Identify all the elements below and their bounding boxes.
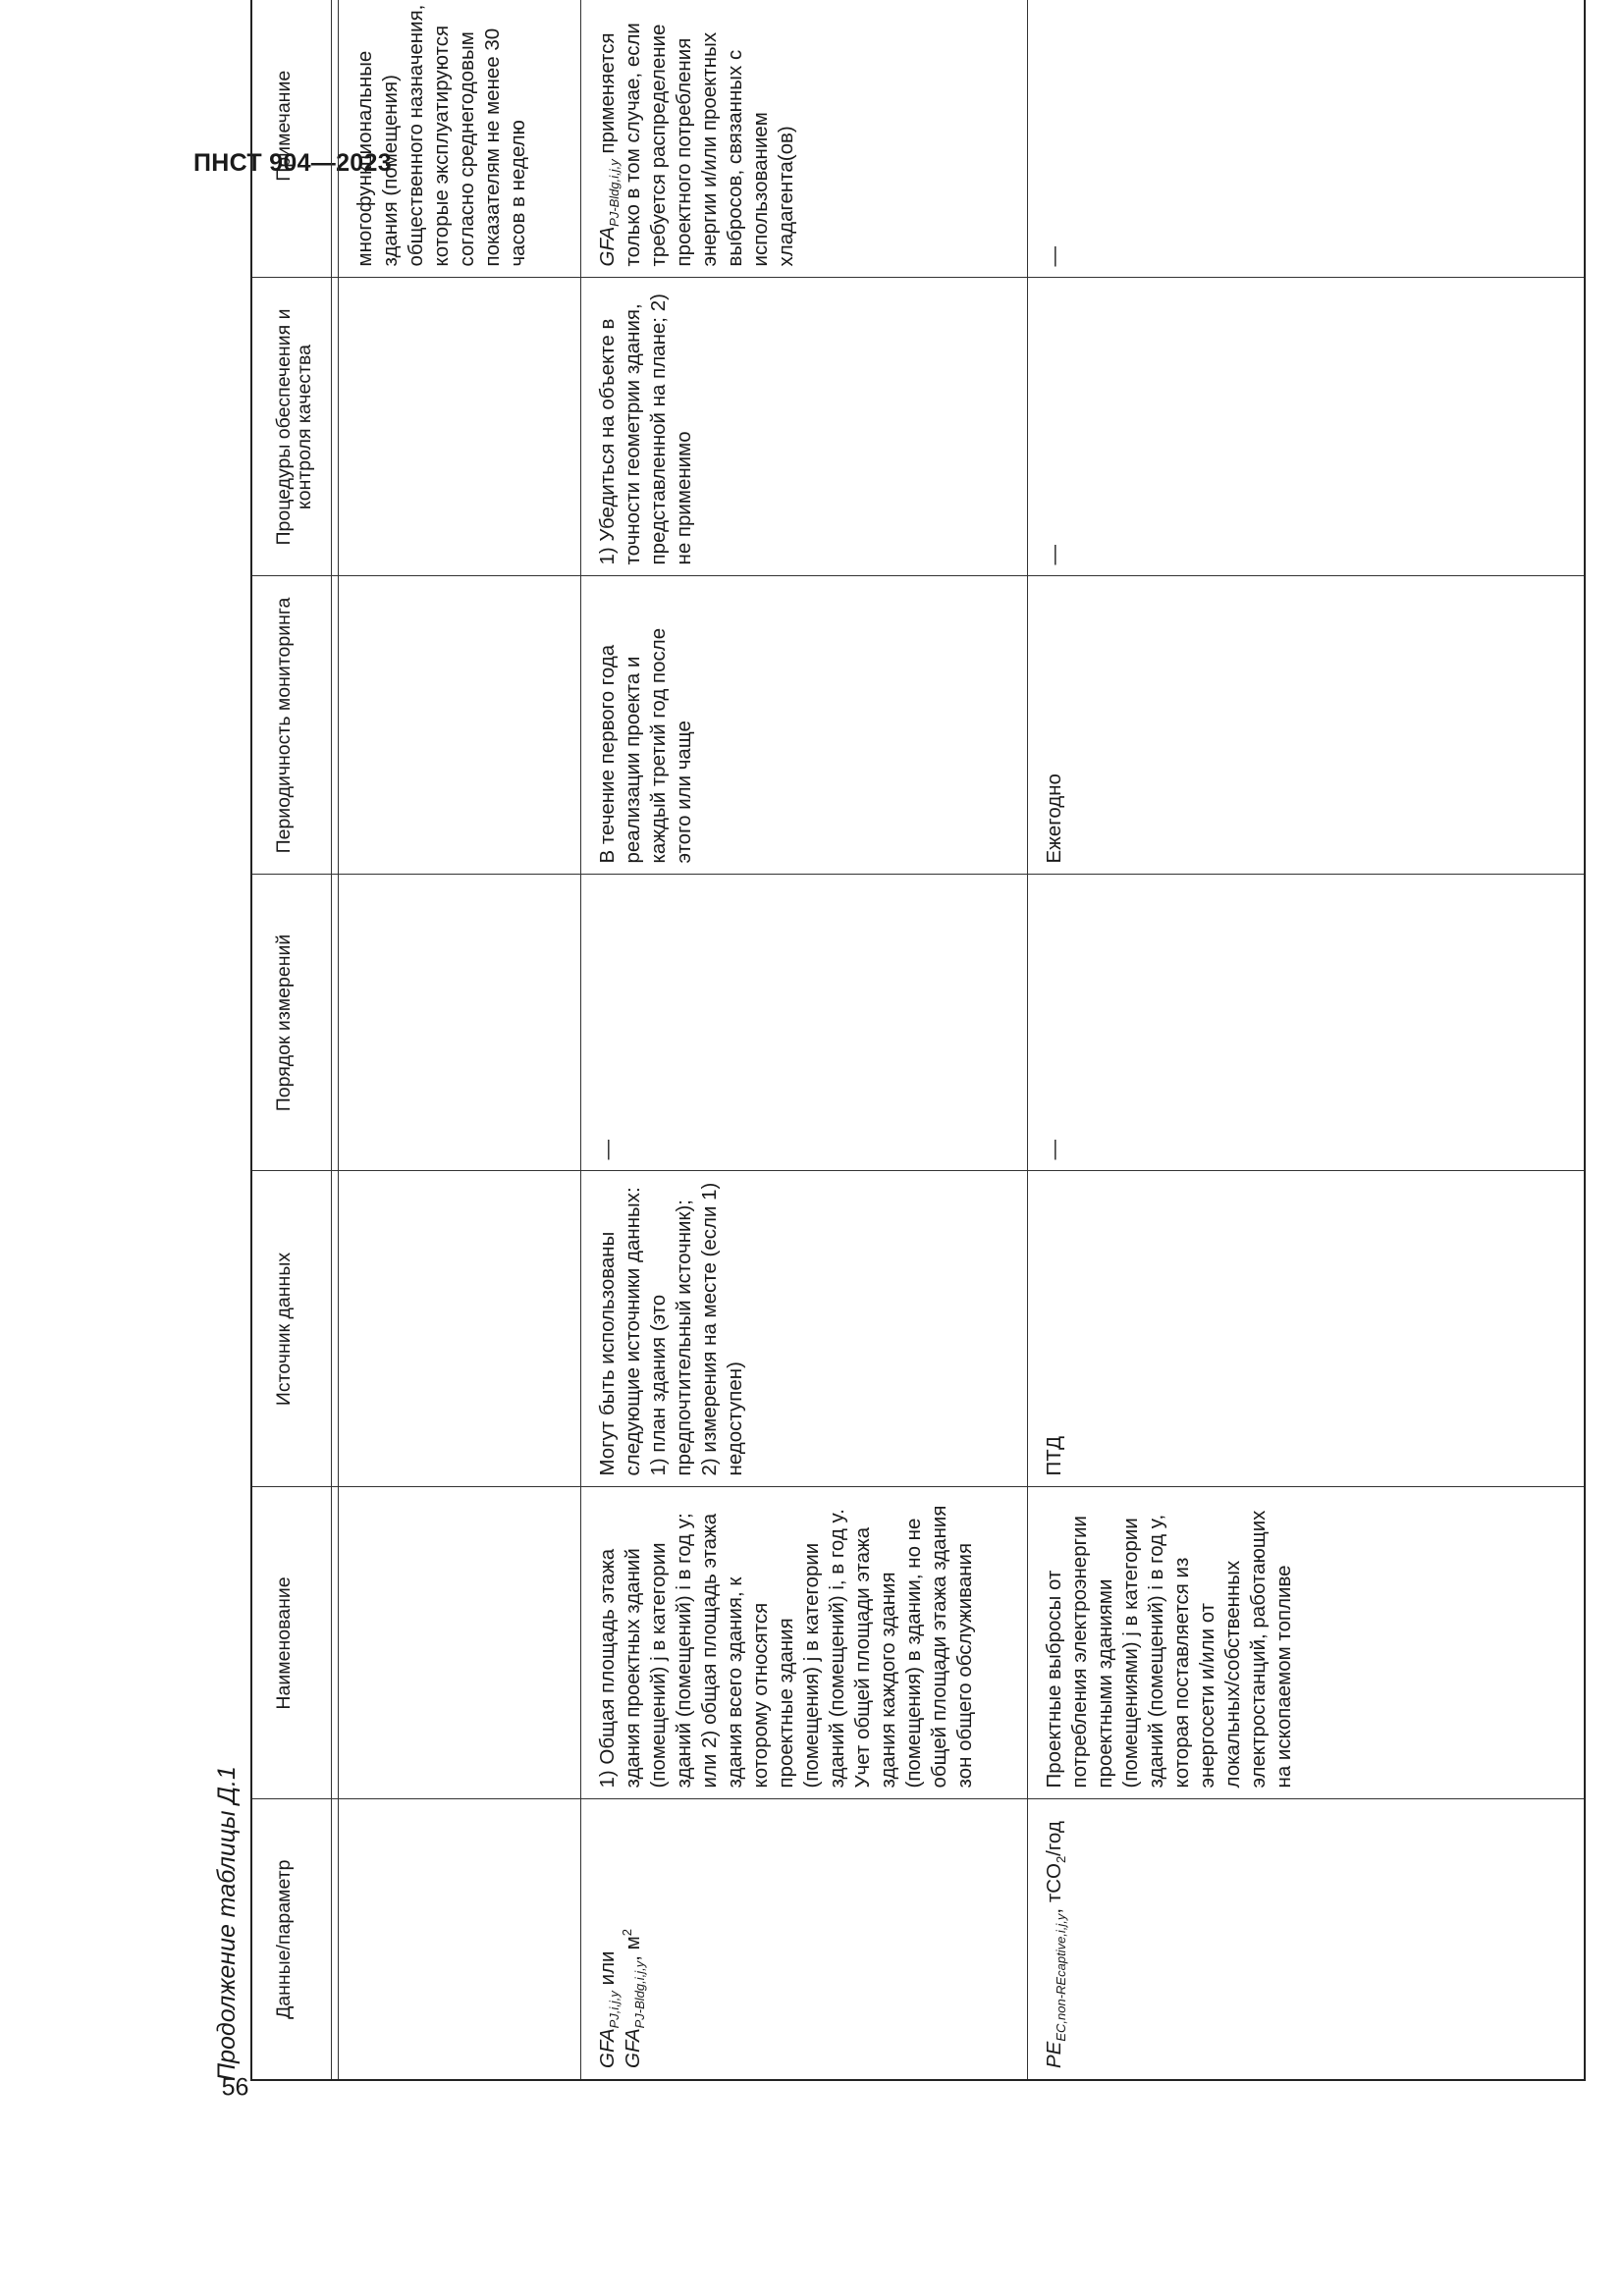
page-number: 56: [221, 2073, 249, 2102]
header-spacer-row: [332, 0, 339, 2080]
col-header-source: Источник данных: [251, 1171, 332, 1487]
cell-frequency: В течение первого года реализации проекта и каждый третий год после этого или чаще: [581, 576, 1028, 875]
table-caption: Продолжение таблицы Д.1: [213, 1766, 241, 2081]
header-row: [251, 0, 332, 2080]
param-symbol: PE: [1043, 2041, 1065, 2068]
cell-source: [339, 1171, 581, 1487]
cell-note: многофункциональные здания (помещения) общественного назначения, которые эксплуатируются согласно среднегодовым показателям не менее 30 часов в неделю: [339, 0, 581, 278]
cell-source: Могут быть использованы следующие источники данных: 1) план здания (это предпочтительный источник); 2) измерения на месте (если 1) недоступен): [581, 1171, 1028, 1487]
col-header-note: Примечание: [251, 0, 332, 278]
cell-note: [581, 0, 1028, 278]
cell-frequency: Ежегодно: [1028, 576, 1586, 875]
note-subscript: PJ-Bldg,i,j,y: [607, 159, 623, 227]
param-symbol: GFA: [622, 2028, 644, 2068]
cell-procedure: [339, 875, 581, 1171]
param-subscript: PJ-Bldg,i,j,y: [632, 1960, 648, 2029]
cell-name: [339, 1487, 581, 1799]
cell-parameter: [581, 1799, 1028, 2080]
col-header-parameter: Данные/параметр: [251, 1799, 332, 2080]
cell-name: Проектные выбросы от потребления электроэнергии проектными зданиями (помещениями) j в категории зданий (помещений) i в год y, которая поставляется из энергосети и/или от локальных/собственных электростанций, работающих на ископаемом топливе: [1028, 1487, 1586, 1799]
col-header-name: Наименование: [251, 1487, 332, 1799]
note-text: применяется только в том случае, если требуется распределение проектного потребления энергии и/или проектных выбросов, связанных с использованием хладагента(ов): [596, 23, 797, 267]
param-conjunction: или: [596, 1950, 619, 1992]
col-header-frequency: Периодичность мониторинга: [251, 576, 332, 875]
table-row: [1028, 0, 1586, 2080]
param-unit: , тCO: [1043, 1863, 1065, 1914]
col-header-qa: Процедуры обеспечения и контроля качества: [251, 278, 332, 576]
cell-note: —: [1028, 0, 1586, 278]
param-unit-exponent: 2: [620, 1929, 635, 1937]
param-subscript: EC,non-REcaptive,i,j,y: [1054, 1913, 1069, 2042]
cell-frequency: [339, 576, 581, 875]
cell-procedure: —: [581, 875, 1028, 1171]
note-symbol: GFA: [596, 226, 619, 267]
cell-procedure: —: [1028, 875, 1586, 1171]
cell-parameter: [1028, 1799, 1586, 2080]
param-unit-subscript: 2: [1054, 1855, 1069, 1864]
table-row: [581, 0, 1028, 2080]
cell-name: 1) Общая площадь этажа здания проектных зданий (помещений) j в категории зданий (помещений) i в год y; или 2) общая площадь этажа здания всего здания, к которому относятся проектные здания (помещения) j в категории зданий (помещений) i, в год y. Учет общей площади этажа здания каждого здания (помещения) в здании, но не общей площади этажа здания зон общего обслуживания: [581, 1487, 1028, 1799]
col-header-procedure: Порядок измерений: [251, 875, 332, 1171]
cell-qa: 1) Убедиться на объекте в точности геометрии здания, представленной на плане; 2) не применимо: [581, 278, 1028, 576]
cell-parameter: [339, 1799, 581, 2080]
param-unit: , м: [622, 1936, 644, 1961]
param-symbol: GFA: [596, 2028, 619, 2068]
cell-qa: [339, 278, 581, 576]
cell-source: ПТД: [1028, 1171, 1586, 1487]
document-code: ПНСТ 904—2023: [193, 149, 392, 177]
table-row: [339, 0, 581, 2080]
data-table: [250, 0, 1586, 2081]
cell-qa: —: [1028, 278, 1586, 576]
param-subscript: PJ,i,j,y: [607, 1991, 623, 2029]
param-unit-suffix: /год: [1043, 1821, 1065, 1856]
